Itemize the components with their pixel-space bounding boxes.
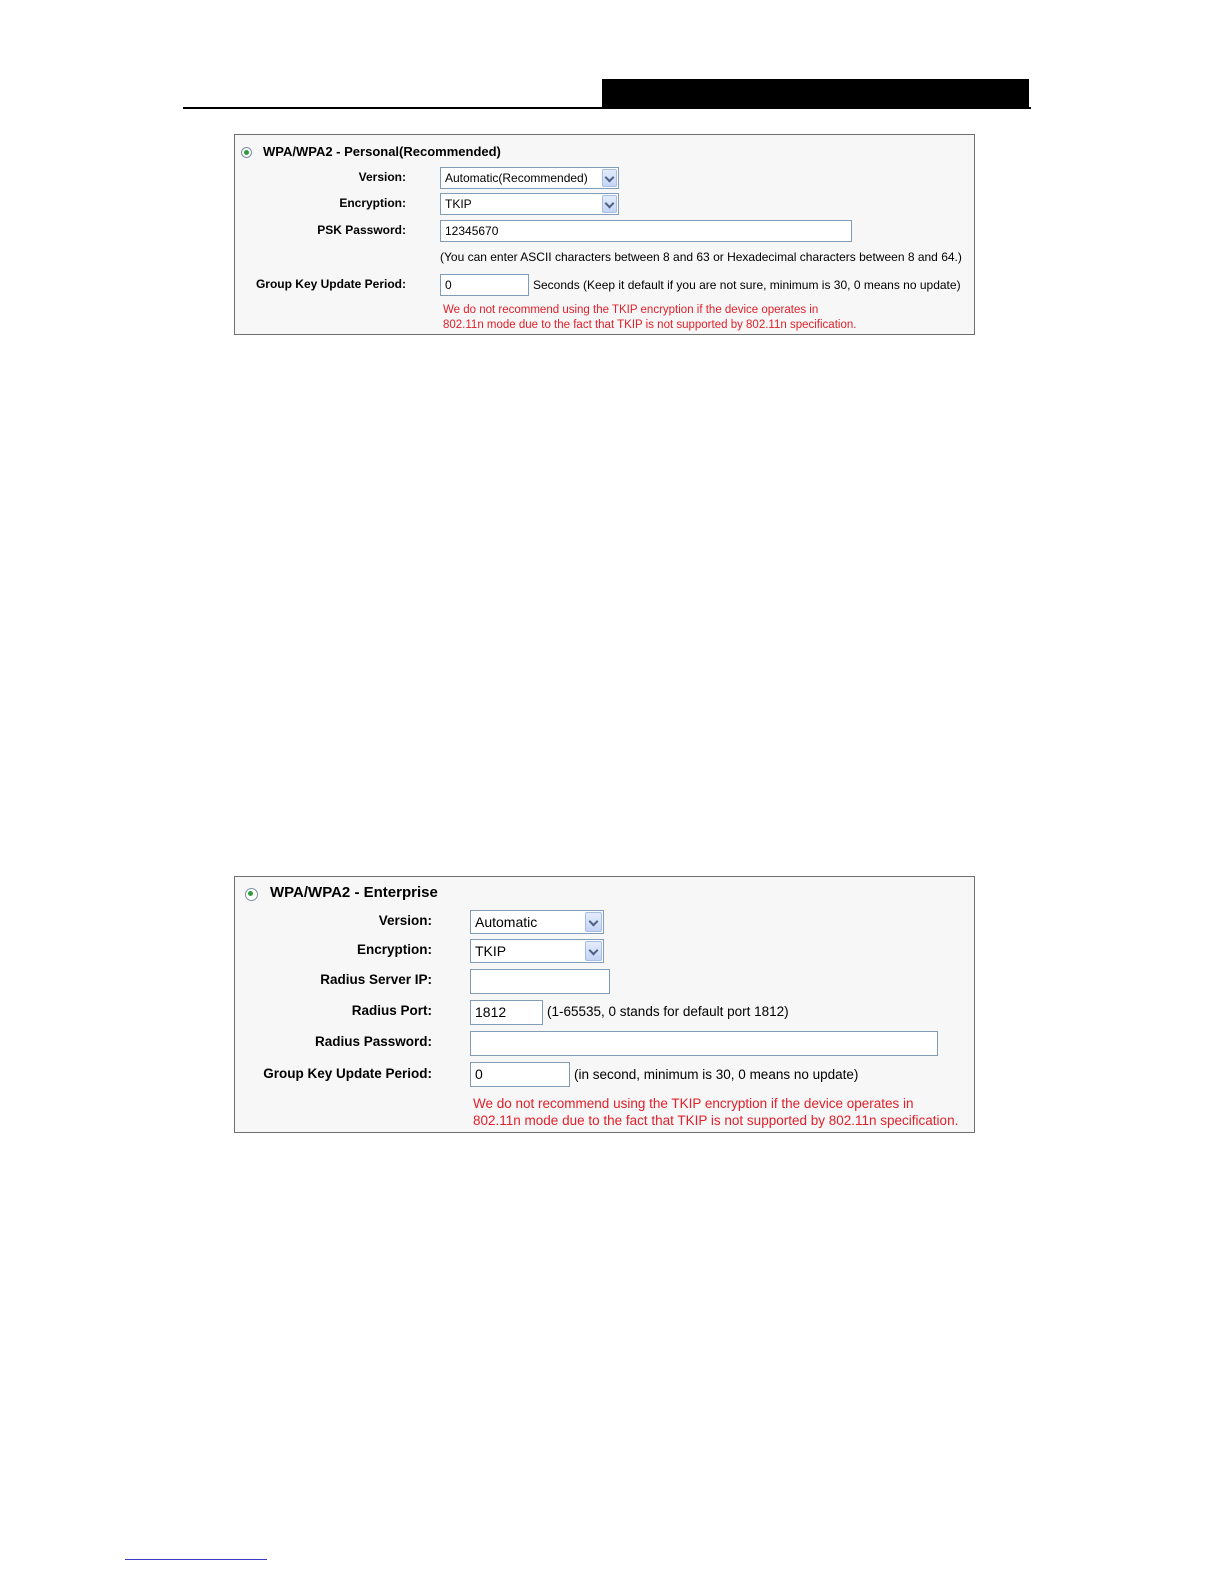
enterprise-encryption-label: Encryption: [356, 942, 432, 957]
wpa-personal-panel [234, 134, 975, 335]
personal-warning-line2: 802.11n mode due to the fact that TKIP is not supported by 802.11n specification. [443, 318, 857, 331]
personal-radio-button[interactable] [241, 147, 252, 158]
header-rule [183, 107, 1031, 109]
radius-password-input[interactable] [470, 1031, 938, 1056]
enterprise-encryption-select[interactable] [470, 939, 604, 963]
psk-password-hint: (You can enter ASCII characters between 8 and 63 or Hexadecimal characters between 8 and 64.) [440, 250, 962, 264]
personal-version-label: Version: [358, 170, 406, 184]
enterprise-gkup-input[interactable]: 0 [470, 1062, 570, 1087]
psk-password-input[interactable]: 12345670 [440, 220, 852, 242]
radius-password-label: Radius Password: [314, 1034, 432, 1049]
radius-port-hint: (1-65535, 0 stands for default port 1812) [547, 1004, 789, 1019]
chevron-down-icon[interactable] [602, 169, 617, 187]
personal-version-select[interactable] [440, 167, 619, 189]
enterprise-warning-line2: 802.11n mode due to the fact that TKIP is not supported by 802.11n specification. [473, 1113, 959, 1129]
personal-title: WPA/WPA2 - Personal(Recommended) [263, 144, 501, 159]
personal-encryption-value: TKIP [445, 197, 472, 211]
enterprise-version-select[interactable] [470, 910, 604, 934]
personal-version-value: Automatic(Recommended) [445, 171, 588, 185]
personal-gkup-input[interactable]: 0 [440, 274, 529, 296]
radius-port-input[interactable]: 1812 [470, 1000, 543, 1025]
enterprise-version-label: Version: [378, 913, 432, 928]
enterprise-warning-line1: We do not recommend using the TKIP encryption if the device operates in [473, 1096, 914, 1111]
footer-link-underline [125, 1559, 267, 1560]
chevron-down-icon[interactable] [585, 912, 602, 932]
enterprise-version-value: Automatic [475, 914, 538, 930]
personal-warning-line1: We do not recommend using the TKIP encryption if the device operates in [443, 304, 819, 316]
wpa-enterprise-panel [234, 876, 975, 1133]
personal-gkup-hint: Seconds (Keep it default if you are not sure, minimum is 30, 0 means no update) [533, 278, 961, 292]
enterprise-tkip-warning [473, 1095, 958, 1130]
radius-port-label: Radius Port: [351, 1003, 432, 1018]
personal-encryption-select[interactable] [440, 193, 619, 215]
personal-encryption-label: Encryption: [339, 196, 406, 210]
psk-password-label: PSK Password: [317, 223, 406, 237]
enterprise-gkup-hint: (in second, minimum is 30, 0 means no update) [574, 1067, 859, 1082]
header-black-bar [602, 79, 1029, 109]
chevron-down-icon[interactable] [602, 195, 617, 213]
personal-tkip-warning [443, 303, 856, 332]
personal-gkup-label: Group Key Update Period: [255, 277, 406, 291]
radius-server-ip-label: Radius Server IP: [320, 972, 432, 987]
enterprise-title: WPA/WPA2 - Enterprise [270, 884, 438, 901]
enterprise-encryption-value: TKIP [475, 943, 507, 959]
enterprise-radio-button[interactable] [245, 888, 258, 901]
enterprise-gkup-label: Group Key Update Period: [263, 1066, 432, 1081]
chevron-down-icon[interactable] [585, 941, 602, 961]
radius-server-ip-input[interactable] [470, 969, 610, 994]
